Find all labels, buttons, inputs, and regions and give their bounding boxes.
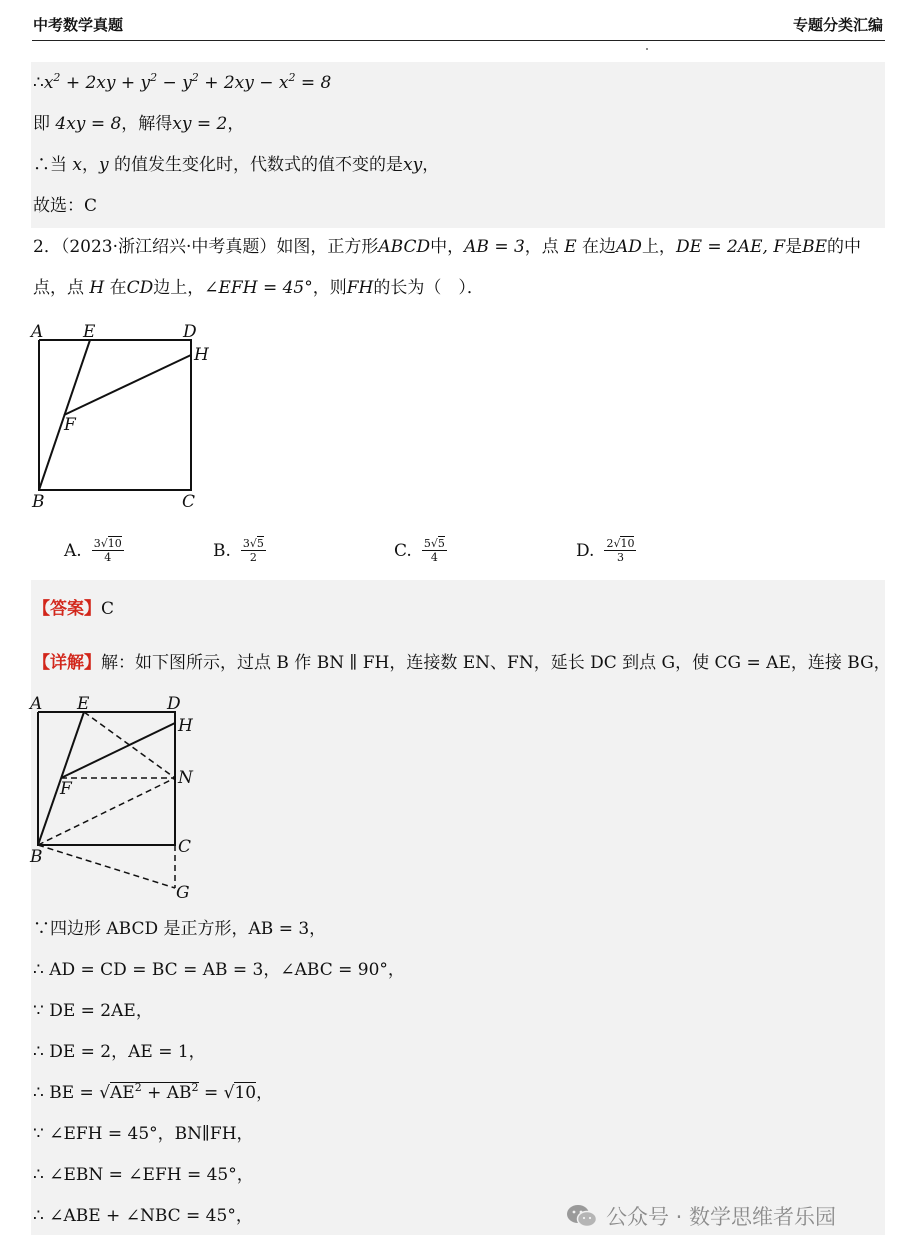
prev-line-2: 即 4xy = 8，解得xy = 2， (33, 114, 245, 134)
fig2-label-b: B (30, 847, 43, 867)
step-3: ∵ DE = 2AE， (33, 1001, 153, 1021)
fig1-label-f: F (64, 415, 76, 435)
step-6: ∵ ∠EFH = 45°，BN∥FH， (33, 1124, 254, 1144)
fig2-label-g: G (176, 883, 190, 903)
fig1-label-h: H (194, 345, 209, 365)
fig2-label-e: E (77, 694, 90, 714)
step-7: ∴ ∠EBN = ∠EFH = 45°， (33, 1165, 254, 1185)
step-8: ∴ ∠ABE + ∠NBC = 45°， (33, 1206, 253, 1226)
fig2-label-f: F (60, 779, 72, 799)
watermark (566, 1201, 836, 1231)
fig2-label-d: D (167, 694, 181, 714)
choice-c: C. $\frac{5√5}{4}$ (394, 537, 445, 564)
step-5: ∴ BE = $√AE^2 + AB^2 = √10$， (33, 1081, 274, 1103)
fig1-segment-fh (64, 355, 191, 415)
figure-1-square (28, 318, 228, 518)
fig1-label-e: E (83, 322, 96, 342)
fig2-label-h: H (178, 716, 193, 736)
prev-line-1: $\therefore x^2 + 2xy + y^2 - y^2 + 2xy - x^2 = 8$ (33, 71, 332, 93)
fig2-label-a: A (30, 694, 43, 714)
step-4: ∴ DE = 2，AE = 1， (33, 1042, 206, 1062)
fig1-label-b: B (32, 492, 45, 512)
step-2: ∴ AD = CD = BC = AB = 3，∠ABC = 90°， (33, 960, 405, 980)
choice-a: A. $\frac{3√10}{4}$ (64, 537, 122, 564)
fig2-label-n: N (178, 768, 193, 788)
header-title-left: 中考数学真题 (33, 16, 124, 34)
answer-line: 【答案】C (33, 599, 115, 619)
question-line-2: 点，点 H 在CD边上，∠EFH = 45°，则FH的长为（ ）． (33, 278, 484, 298)
detail-line: 【详解】解：如下图所示，过点 B 作 BN ∥ FH，连接数 EN、FN，延长 DC 到点 G，使 CG = AE，连接 BG， (33, 653, 891, 673)
question-line-1: 2．（2023·浙江绍兴·中考真题）如图，正方形ABCD中，AB = 3，点 E 在边AD上，DE = 2AE, F是BE的中 (33, 237, 862, 257)
stray-dot (646, 48, 648, 50)
prev-line-3: ∴当 x，y 的值发生变化时，代数式的值不变的是xy， (33, 155, 440, 175)
choice-b: B. $\frac{3√5}{2}$ (213, 537, 264, 564)
fig1-label-c: C (182, 492, 196, 512)
header-divider (32, 40, 885, 41)
fig1-square-outline (39, 340, 191, 490)
prev-line-1-math: $x^2 + 2xy + y^2 - y^2 + 2xy - x^2 = 8$ (43, 71, 332, 93)
header-title-right: 专题分类汇编 (792, 16, 883, 34)
fig2-label-c: C (178, 837, 192, 857)
fig1-label-a: A (31, 322, 44, 342)
figure-2-construction (28, 690, 218, 905)
prev-line-4: 故选：C (33, 196, 98, 216)
choice-d: D. $\frac{2√10}{3}$ (576, 537, 635, 564)
fig2-dashed-bg (38, 845, 175, 888)
step-1: ∵四边形 ABCD 是正方形，AB = 3， (33, 919, 327, 939)
watermark-text: 公众号 · 数学思维者乐园 (606, 1205, 837, 1229)
wechat-icon (566, 1203, 598, 1229)
fig1-label-d: D (183, 322, 197, 342)
